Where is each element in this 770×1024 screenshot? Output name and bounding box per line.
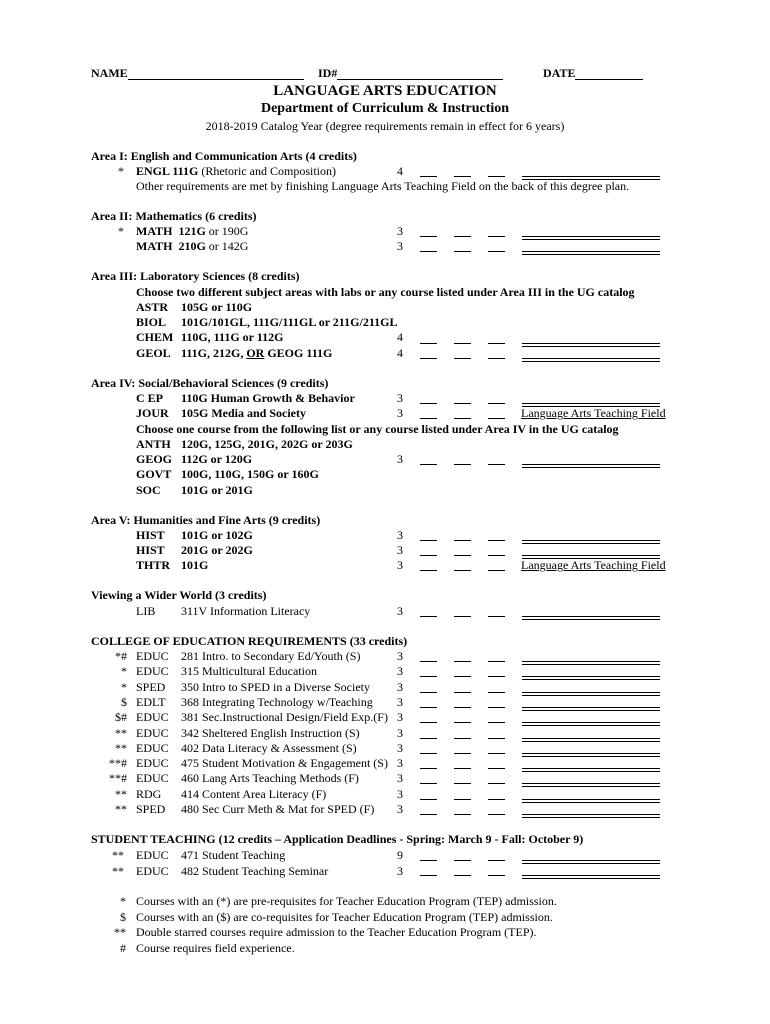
grade-blank[interactable]	[488, 753, 505, 754]
course-dept: EDUC	[136, 863, 169, 878]
name-field[interactable]	[91, 66, 304, 80]
grade-blank[interactable]	[420, 799, 437, 800]
course-blank[interactable]	[522, 768, 660, 772]
grade-blank[interactable]	[488, 722, 505, 723]
course-blank[interactable]	[522, 555, 660, 559]
grade-blank[interactable]	[488, 464, 505, 465]
course-dept: EDLT	[136, 694, 166, 709]
grade-blank[interactable]	[454, 722, 471, 723]
course-title: 281 Intro. to Secondary Ed/Youth (S)	[181, 649, 361, 663]
grade-blank[interactable]	[488, 570, 505, 571]
dept: MATH	[136, 224, 173, 238]
legend-text: Courses with an (*) are pre-requisites for Teacher Education Program (TEP) admission.	[136, 894, 557, 908]
course-dept: EDUC	[136, 848, 169, 862]
grade-blank[interactable]	[420, 676, 437, 677]
geol-b: GEOG 111G	[264, 346, 333, 360]
viewing-course: 311V Information Literacy	[181, 604, 311, 618]
college-heading: COLLEGE OF EDUCATION REQUIREMENTS (33 credits)	[91, 634, 408, 648]
grade-blank[interactable]	[454, 418, 471, 419]
course-blank[interactable]	[522, 753, 660, 757]
dept: MATH	[136, 239, 173, 253]
area5-credits: 3	[397, 543, 403, 557]
grade-blank[interactable]	[420, 860, 437, 861]
course-credits: 3	[397, 725, 403, 740]
area5-dept: HIST	[136, 543, 165, 557]
area4-instruction: Choose one course from the following list or any course listed under Area IV in the UG catalog	[136, 422, 619, 436]
viewing-credits: 3	[397, 604, 403, 618]
grade-blank[interactable]	[420, 738, 437, 739]
course-credits: 3	[397, 863, 403, 878]
area4-dept: GEOG	[136, 452, 173, 466]
course-dept: EDUC	[136, 664, 169, 679]
id-blank[interactable]	[337, 67, 503, 80]
course-title: 460 Lang Arts Teaching Methods (F)	[181, 771, 359, 786]
course-mark: **	[115, 802, 127, 816]
course-title: 471 Student Teaching	[181, 848, 286, 862]
course-credits: 3	[397, 756, 403, 771]
grade-blank[interactable]	[420, 814, 437, 815]
legend-text: Course requires field experience.	[136, 940, 295, 955]
grade-blank[interactable]	[454, 251, 471, 252]
course-credits: 3	[397, 710, 403, 725]
grade-blank[interactable]	[420, 555, 437, 556]
course-blank[interactable]	[522, 814, 660, 818]
area4-dept: SOC	[136, 483, 161, 497]
grade-blank[interactable]	[488, 676, 505, 677]
grade-blank[interactable]	[454, 692, 471, 693]
area3-instruction: Choose two different subject areas with labs or any course listed under Area III in the UG catalog	[136, 285, 635, 299]
grade-blank[interactable]	[488, 661, 505, 662]
geol-or: OR	[246, 346, 265, 360]
area4-heading: Area IV: Social/Behavioral Sciences (9 credits)	[91, 376, 329, 390]
id-field[interactable]	[318, 66, 503, 80]
course-rest: or 190G	[205, 224, 249, 238]
grade-blank[interactable]	[488, 236, 505, 237]
course-blank[interactable]	[522, 875, 660, 879]
area1-heading: Area I: English and Communication Arts (4 credits)	[91, 149, 357, 163]
area3-dept: BIOL	[136, 315, 167, 329]
grade-blank[interactable]	[420, 692, 437, 693]
area4-courses: 100G, 110G, 150G or 160G	[181, 467, 319, 481]
grade-blank[interactable]	[488, 768, 505, 769]
course-blank[interactable]	[522, 358, 660, 362]
course-dept: EDUC	[136, 740, 169, 755]
date-label: DATE	[543, 66, 576, 80]
grade-blank[interactable]	[488, 738, 505, 739]
area5-dept: THTR	[136, 558, 171, 572]
course-blank[interactable]	[522, 236, 660, 240]
grade-blank[interactable]	[420, 403, 437, 404]
course-credits: 3	[397, 786, 403, 801]
course-title: 402 Data Literacy & Assessment (S)	[181, 740, 357, 755]
grade-blank[interactable]	[454, 358, 471, 359]
grade-blank[interactable]	[488, 616, 505, 617]
course-dept: EDUC	[136, 771, 169, 786]
grade-blank[interactable]	[454, 860, 471, 861]
catalog-year: 2018-2019 Catalog Year (degree requirements remain in effect for 6 years)	[205, 119, 565, 133]
course-blank[interactable]	[522, 251, 660, 255]
date-field[interactable]	[543, 66, 643, 80]
course-dept: EDUC	[136, 710, 169, 725]
grade-blank[interactable]	[420, 236, 437, 237]
grade-blank[interactable]	[454, 799, 471, 800]
course-title: 342 Sheltered English Instruction (S)	[181, 725, 360, 740]
geol-a: 111G, 212G,	[181, 346, 247, 360]
legend-mark: *	[120, 894, 126, 908]
grade-blank[interactable]	[488, 418, 505, 419]
grade-blank[interactable]	[420, 464, 437, 465]
area3-heading: Area III: Laboratory Sciences (8 credits)	[91, 269, 300, 283]
grade-blank[interactable]	[454, 875, 471, 876]
area3-geol-courses	[181, 346, 332, 360]
grade-blank[interactable]	[488, 783, 505, 784]
course-mark: $#	[115, 710, 127, 725]
course-dept: SPED	[136, 802, 166, 816]
course-blank[interactable]	[522, 860, 660, 864]
course-blank[interactable]	[522, 343, 660, 347]
course-title: 381 Sec.Instructional Design/Field Exp.(F)	[181, 710, 388, 725]
course-blank[interactable]	[522, 722, 660, 726]
grade-blank[interactable]	[454, 570, 471, 571]
grade-blank[interactable]	[488, 343, 505, 344]
grade-blank[interactable]	[454, 814, 471, 815]
grade-blank[interactable]	[488, 540, 505, 541]
course-title: 480 Sec Curr Meth & Mat for SPED (F)	[181, 802, 375, 816]
course-title: 414 Content Area Literacy (F)	[181, 786, 327, 801]
area4-dept: JOUR	[136, 406, 169, 420]
course-dept: RDG	[136, 786, 162, 801]
area2-row1-credits: 3	[397, 224, 403, 238]
legend-text: Double starred courses require admission to the Teacher Education Program (TEP).	[136, 925, 537, 939]
legend-mark: #	[120, 940, 126, 955]
grade-blank[interactable]	[420, 875, 437, 876]
grade-blank[interactable]	[488, 555, 505, 556]
grade-blank[interactable]	[488, 860, 505, 861]
course-mark: **	[115, 740, 127, 755]
course-credits: 3	[397, 771, 403, 786]
course-credits: 3	[397, 679, 403, 694]
grade-blank[interactable]	[488, 692, 505, 693]
area4-credits: 3	[397, 391, 403, 405]
course-rest: or 142G	[205, 239, 249, 253]
grade-blank[interactable]	[420, 768, 437, 769]
area3-courses: 105G or 110G	[181, 300, 253, 314]
grade-blank[interactable]	[420, 722, 437, 723]
area4-dept: ANTH	[136, 437, 171, 451]
viewing-heading: Viewing a Wider World (3 credits)	[91, 588, 267, 602]
area3-dept: ASTR	[136, 300, 169, 314]
area1-note: Other requirements are met by finishing Language Arts Teaching Field on the back of this degree plan.	[136, 179, 630, 193]
course-blank[interactable]	[522, 707, 660, 711]
area4-courses: 101G or 201G	[181, 483, 253, 497]
legend-text: Courses with an ($) are co-requisites for Teacher Education Program (TEP) admission.	[136, 909, 553, 924]
course-title: 475 Student Motivation & Engagement (S)	[181, 756, 388, 771]
page-title: LANGUAGE ARTS EDUCATION	[273, 83, 497, 99]
grade-blank[interactable]	[488, 176, 505, 177]
course-mark: *#	[115, 649, 127, 663]
course-title: 368 Integrating Technology w/Teaching	[181, 694, 373, 709]
area4-course: 105G Media and Society	[181, 406, 306, 420]
teaching-heading: STUDENT TEACHING (12 credits – Application Deadlines - Spring: March 9 - Fall: October 9)	[91, 832, 584, 846]
grade-blank[interactable]	[454, 616, 471, 617]
course-mark: **	[112, 863, 124, 878]
grade-blank[interactable]	[454, 236, 471, 237]
course-mark: **#	[109, 771, 127, 786]
area3-courses: 110G, 111G or 112G	[181, 330, 284, 344]
course-title: 482 Student Teaching Seminar	[181, 863, 329, 878]
course-blank[interactable]	[522, 464, 660, 468]
grade-blank[interactable]	[488, 707, 505, 708]
area3-dept: GEOL	[136, 346, 171, 360]
area5-credits: 3	[397, 528, 403, 542]
grade-blank[interactable]	[454, 753, 471, 754]
grade-blank[interactable]	[420, 783, 437, 784]
grade-blank[interactable]	[454, 783, 471, 784]
course-dept: SPED	[136, 679, 166, 694]
grade-blank[interactable]	[488, 814, 505, 815]
date-blank[interactable]	[575, 67, 643, 80]
grade-blank[interactable]	[420, 753, 437, 754]
grade-blank[interactable]	[420, 661, 437, 662]
grade-blank[interactable]	[454, 661, 471, 662]
area5-courses: 101G	[181, 558, 209, 572]
area1-course-code: ENGL 111G	[136, 164, 199, 178]
grade-blank[interactable]	[454, 555, 471, 556]
area2-row1	[136, 224, 248, 238]
course-blank[interactable]	[522, 738, 660, 742]
grade-blank[interactable]	[454, 403, 471, 404]
name-label: NAME	[91, 66, 128, 80]
grade-blank[interactable]	[420, 418, 437, 419]
course-blank[interactable]	[522, 616, 660, 620]
grade-blank[interactable]	[454, 464, 471, 465]
course-blank[interactable]	[522, 176, 660, 180]
grade-blank[interactable]	[454, 343, 471, 344]
course-blank[interactable]	[522, 783, 660, 787]
grade-blank[interactable]	[454, 768, 471, 769]
course-credits: 3	[397, 664, 403, 679]
course-dept: EDUC	[136, 756, 169, 771]
area2-mark: *	[118, 224, 124, 238]
course-credits: 9	[397, 848, 403, 862]
area1-course	[136, 164, 336, 178]
legend-mark: **	[114, 925, 126, 939]
area5-dept: HIST	[136, 528, 165, 542]
teaching-field-note: Language Arts Teaching Field	[521, 558, 666, 572]
course-mark: **	[115, 786, 127, 801]
area4-dept: GOVT	[136, 467, 172, 481]
grade-blank[interactable]	[454, 738, 471, 739]
grade-blank[interactable]	[420, 251, 437, 252]
area4-courses: 120G, 125G, 201G, 202G or 203G	[181, 437, 353, 451]
course-mark: **	[112, 848, 124, 862]
course-title: 315 Multicultural Education	[181, 664, 317, 679]
area2-row2	[136, 239, 248, 253]
grade-blank[interactable]	[454, 540, 471, 541]
area3-courses: 101G/101GL, 111G/111GL or 211G/211GL	[181, 315, 398, 329]
grade-blank[interactable]	[488, 358, 505, 359]
grade-blank[interactable]	[454, 707, 471, 708]
grade-blank[interactable]	[420, 616, 437, 617]
area5-credits: 3	[397, 558, 403, 572]
course-dept: EDUC	[136, 649, 169, 663]
course-blank[interactable]	[522, 540, 660, 544]
course-dept: EDUC	[136, 725, 169, 740]
course-mark: *	[121, 664, 127, 679]
grade-blank[interactable]	[420, 358, 437, 359]
grade-blank[interactable]	[454, 176, 471, 177]
area4-credits: 3	[397, 406, 403, 420]
name-blank[interactable]	[128, 67, 304, 80]
course-title: 350 Intro to SPED in a Diverse Society	[181, 679, 370, 694]
course-blank[interactable]	[522, 661, 660, 665]
area5-courses: 101G or 102G	[181, 528, 253, 542]
grade-blank[interactable]	[488, 251, 505, 252]
course-mark: **#	[109, 756, 127, 771]
course-mark: **	[115, 725, 127, 740]
grade-blank[interactable]	[488, 875, 505, 876]
area4-course: 110G Human Growth & Behavior	[181, 391, 355, 405]
id-label: ID#	[318, 66, 338, 80]
course-credits: 3	[397, 649, 403, 663]
area2-row2-credits: 3	[397, 239, 403, 253]
course-blank[interactable]	[522, 676, 660, 680]
course-num: 121G	[178, 224, 206, 238]
course-mark: *	[121, 679, 127, 694]
course-credits: 3	[397, 694, 403, 709]
teaching-field-note: Language Arts Teaching Field	[521, 406, 666, 420]
area5-heading: Area V: Humanities and Fine Arts (9 credits)	[91, 513, 321, 527]
area1-credits: 4	[397, 164, 403, 178]
area4-dept: C EP	[136, 391, 163, 405]
grade-blank[interactable]	[488, 799, 505, 800]
grade-blank[interactable]	[420, 176, 437, 177]
area3-dept: CHEM	[136, 330, 174, 344]
course-blank[interactable]	[522, 799, 660, 803]
grade-blank[interactable]	[420, 540, 437, 541]
area3-credits: 4	[397, 330, 403, 344]
area5-courses: 201G or 202G	[181, 543, 253, 557]
area1-mark: *	[118, 164, 124, 178]
course-blank[interactable]	[522, 692, 660, 696]
grade-blank[interactable]	[420, 343, 437, 344]
area4-credits: 3	[397, 452, 403, 466]
legend-mark: $	[120, 909, 126, 924]
page-subtitle: Department of Curriculum & Instruction	[260, 101, 510, 116]
course-blank[interactable]	[522, 403, 660, 407]
course-mark: $	[121, 694, 127, 709]
grade-blank[interactable]	[454, 676, 471, 677]
grade-blank[interactable]	[488, 403, 505, 404]
grade-blank[interactable]	[420, 707, 437, 708]
area1-course-desc: (Rhetoric and Composition)	[198, 164, 337, 178]
area4-courses: 112G or 120G	[181, 452, 253, 466]
area2-heading: Area II: Mathematics (6 credits)	[91, 209, 257, 223]
course-num: 210G	[178, 239, 206, 253]
course-credits: 3	[397, 802, 403, 816]
grade-blank[interactable]	[420, 570, 437, 571]
area3-geol-credits: 4	[397, 346, 403, 360]
course-credits: 3	[397, 740, 403, 755]
viewing-dept: LIB	[136, 604, 156, 618]
